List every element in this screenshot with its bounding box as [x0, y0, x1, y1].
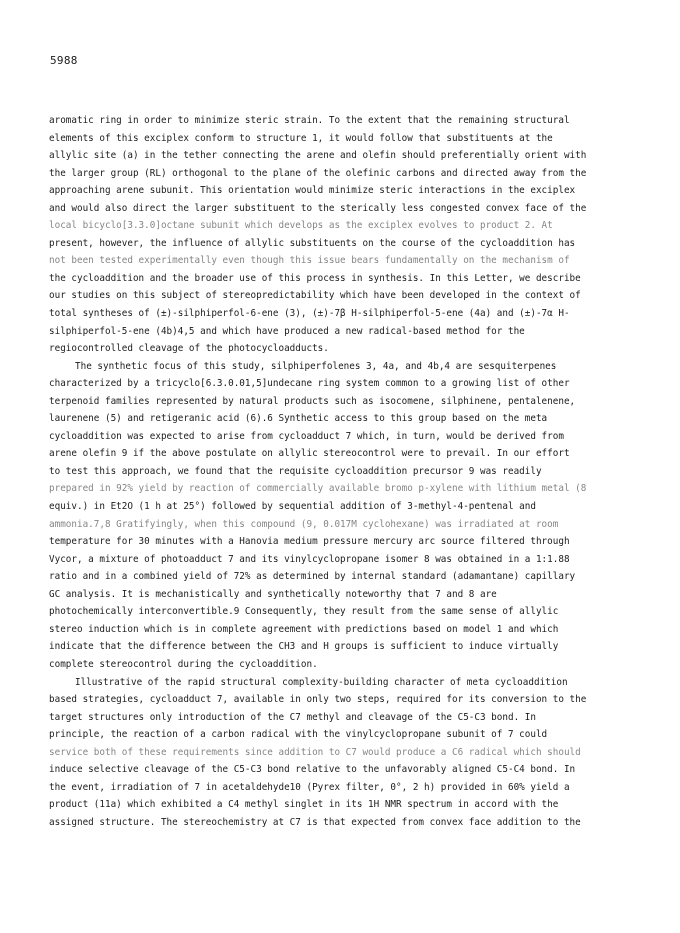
text-line: stereo induction which is in complete agreement with predictions based on model 1 and which [49, 623, 559, 635]
text-line: to test this approach, we found that the requisite cycloaddition precursor 9 was readily [49, 465, 542, 477]
text-line: ammonia.7,8 Gratifyingly, when this compound (9, 0.017M cyclohexane) was irradiated at room [49, 518, 559, 530]
text-line: total syntheses of (±)-silphiperfol-6-ene (3), (±)-7β H-silphiperfol-5-ene (4a) and (±)-7α H- [49, 308, 570, 320]
text-line: aromatic ring in order to minimize steric strain. To the extent that the remaining structural [49, 115, 570, 126]
text-line: allylic site (a) in the tether connecting the arene and olefin should preferentially orient with [49, 150, 587, 162]
text-line: arene olefin 9 if the above postulate on allylic stereocontrol were to prevail. In our effort [49, 448, 570, 460]
text-line: temperature for 30 minutes with a Hanovia medium pressure mercury arc source filtered through [49, 536, 570, 548]
text-line: GC analysis. It is mechanistically and synthetically noteworthy that 7 and 8 are [49, 588, 497, 600]
text-line: ratio and in a combined yield of 72% as determined by internal standard (adamantane) capillary [49, 571, 576, 583]
text-line: equiv.) in Et2O (1 h at 25°) followed by sequential addition of 3-methyl-4-pentenal and [49, 501, 536, 513]
text-line: assigned structure. The stereochemistry at C7 is that expected from convex face addition to the [49, 816, 581, 828]
text-line: and would also direct the larger substituent to the sterically less congested convex face of the [49, 202, 587, 214]
text-line: terpenoid families represented by natural products such as isocomene, silphinene, pentalenene, [49, 395, 576, 407]
text-line: characterized by a tricyclo[6.3.0.01,5]undecane ring system common to a growing list of other [49, 378, 570, 390]
text-line: elements of this exciplex conform to structure 1, it would follow that substituents at the [49, 132, 553, 144]
text-line: based strategies, cycloadduct 7, available in only two steps, required for its conversion to the [49, 694, 587, 706]
text-line: the larger group (RL) orthogonal to the plane of the olefinic carbons and directed away from the [49, 167, 587, 179]
text-line: cycloaddition was expected to arise from cycloadduct 7 which, in turn, would be derived from [49, 430, 564, 442]
text-line: laurenene (5) and retigeranic acid (6).6 Synthetic access to this group based on the meta [49, 413, 548, 425]
text-line: the event, irradiation of 7 in acetaldehyde10 (Pyrex filter, 0°, 2 h) provided in 60% yield a [49, 781, 570, 793]
text-line: present, however, the influence of allylic substituents on the course of the cycloaddition has [49, 237, 576, 249]
text-line: Illustrative of the rapid structural complexity-building character of meta cycloaddition [75, 676, 568, 688]
text-line: our studies on this subject of stereopredictability which have been developed in the context of [49, 290, 581, 302]
text-line: not been tested experimentally even though this issue bears fundamentally on the mechanism of [49, 255, 570, 267]
text-line: target structures only introduction of the C7 methyl and cleavage of the C5-C3 bond. In [49, 711, 536, 723]
text-line: regiocontrolled cleavage of the photocycloadducts. [49, 343, 329, 355]
page-number: 5988 [50, 54, 78, 67]
text-line: indicate that the difference between the CH3 and H groups is sufficient to induce virtually [49, 641, 559, 653]
text-line: induce selective cleavage of the C5-C3 bond relative to the unfavorably aligned C5-C4 bond. In [49, 764, 576, 776]
text-line: prepared in 92% yield by reaction of commercially available bromo p-xylene with lithium metal (8 [49, 483, 587, 495]
text-line: service both of these requirements since addition to C7 would produce a C6 radical which should [49, 746, 581, 758]
body-text [49, 112, 627, 831]
text-line: complete stereocontrol during the cycloaddition. [49, 658, 318, 670]
text-line: product (11a) which exhibited a C4 methyl singlet in its 1H NMR spectrum in accord with the [49, 799, 559, 811]
text-line: approaching arene subunit. This orientation would minimize steric interactions in the exciplex [49, 185, 576, 197]
text-line: the cycloaddition and the broader use of this process in synthesis. In this Letter, we describe [49, 272, 581, 284]
text-line: silphiperfol-5-ene (4b)4,5 and which have produced a new radical-based method for the [49, 325, 525, 337]
text-line: local bicyclo[3.3.0]octane subunit which develops as the exciplex evolves to product 2. At [49, 220, 553, 232]
text-line: Vycor, a mixture of photoadduct 7 and its vinylcyclopropane isomer 8 was obtained in a 1:1.88 [49, 553, 570, 565]
text-line: The synthetic focus of this study, silphiperfolenes 3, 4a, and 4b,4 are sesquiterpenes [75, 360, 557, 372]
text-line: principle, the reaction of a carbon radical with the vinylcyclopropane subunit of 7 could [49, 729, 548, 741]
text-line: photochemically interconvertible.9 Consequently, they result from the same sense of allylic [49, 606, 559, 618]
